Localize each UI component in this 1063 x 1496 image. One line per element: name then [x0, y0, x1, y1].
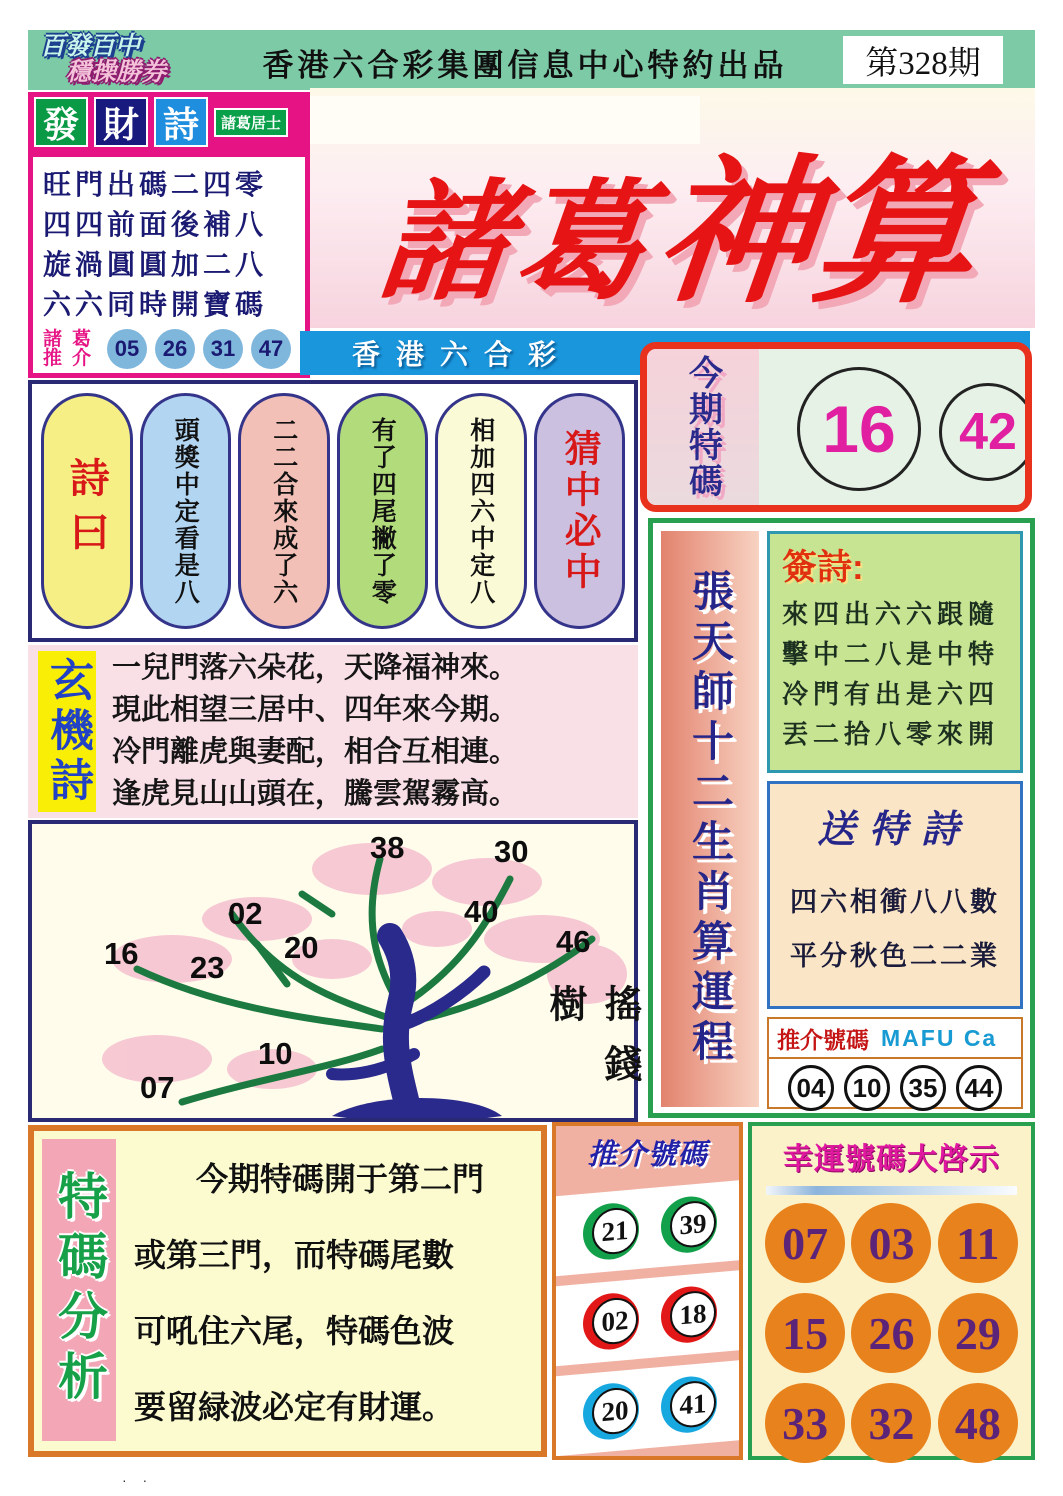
- lucky-numbers-box: [748, 1122, 1035, 1460]
- lucky-number-ball: 48: [938, 1383, 1018, 1463]
- lottery-banner-label: 香港六合彩: [352, 339, 573, 370]
- logo-slogan-line1: 百發百中: [40, 32, 141, 60]
- recommend-numbers-box: [552, 1122, 743, 1460]
- mafu-header: [769, 1019, 1021, 1059]
- lucky-number-ball: 32: [851, 1383, 931, 1463]
- analysis-line: 或第三門，而特碼尾數: [134, 1237, 455, 1273]
- lucky-number-ball: 29: [938, 1293, 1018, 1373]
- recommend-row: [552, 1179, 743, 1276]
- tree-number: 46: [556, 924, 591, 959]
- number-badge: [661, 1374, 717, 1435]
- recommend-row: [552, 1269, 743, 1366]
- capsule-intro: [41, 393, 133, 629]
- qianshi-line: 冷門有出是六四: [782, 679, 1000, 709]
- mystery-poem-line: 冷門離虎與妻配，相合互相連。: [112, 736, 519, 768]
- qianshi-title: 簽詩:: [782, 548, 864, 587]
- money-tree-box: [28, 820, 638, 1122]
- capsule-outro: [534, 393, 626, 629]
- number-badge: [583, 1201, 639, 1262]
- zodiac-strip: [661, 531, 759, 1107]
- facai-char-2: 財: [94, 97, 148, 147]
- qianshi-line: 丟二拾八零來開: [782, 719, 1000, 749]
- songteshi-line: 平分秋色二二業: [790, 941, 1000, 971]
- badge-number: 20: [592, 1386, 638, 1436]
- lucky-number-ball: 11: [938, 1203, 1018, 1283]
- lucky-number-ball: 03: [851, 1203, 931, 1283]
- tree-number: 07: [140, 1070, 175, 1105]
- facai-poem-title-strip: [28, 92, 310, 152]
- facai-recommend-label-top: 諸葛: [43, 329, 102, 350]
- tree-number: 40: [464, 894, 499, 929]
- zodiac-panel: [648, 518, 1035, 1118]
- capsule-line: [337, 393, 429, 629]
- special-analysis-box: [28, 1125, 547, 1457]
- badge-number: 41: [670, 1379, 716, 1429]
- facai-author-label: 諸葛居士: [214, 108, 288, 137]
- tree-number: 16: [104, 936, 139, 971]
- facai-recommend-numbers: [107, 329, 291, 369]
- mystery-poem-line: 逢虎見山山頭在，騰雲駕霧高。: [112, 778, 519, 810]
- scan-artifact-dots: · ·: [122, 1472, 154, 1488]
- analysis-label-strip: [42, 1139, 116, 1441]
- special-number-label-panel: [647, 349, 759, 505]
- songteshi-lines: [770, 875, 1020, 983]
- number-badge: [661, 1284, 717, 1345]
- special-number-circle-2: 42: [939, 383, 1032, 481]
- money-tree-label: 搖錢樹: [543, 984, 640, 1104]
- number-circle: 35: [900, 1065, 946, 1111]
- logo: [40, 33, 230, 89]
- tree-number: 38: [370, 830, 405, 865]
- number-ball: 47: [251, 329, 291, 369]
- facai-char-1: 發: [34, 97, 88, 147]
- lucky-number-ball: 15: [765, 1293, 845, 1373]
- songteshi-box: [767, 781, 1023, 1009]
- facai-poem-line: 旋渦圓圓加二八: [43, 249, 268, 280]
- facai-recommend-label: [43, 330, 101, 368]
- songteshi-line: 四六相衝八八數: [790, 887, 1000, 917]
- number-circle: 04: [788, 1065, 834, 1111]
- number-ball: 31: [203, 329, 243, 369]
- masthead-word-2: 神算: [647, 147, 986, 322]
- mystery-poem-line: 現此相望三居中、四年來今期。: [112, 694, 519, 726]
- qianshi-line: 來四出六六跟隨: [782, 599, 1000, 629]
- capsule-line: [238, 393, 330, 629]
- number-badge: [583, 1291, 639, 1352]
- capsule-line-text: 頭獎中定看是八: [171, 416, 200, 606]
- number-ball: 05: [107, 329, 147, 369]
- tree-number: 10: [258, 1036, 293, 1071]
- mystery-poem-line: 一兒門落六朵花，天降福神來。: [112, 652, 519, 684]
- facai-poem-line: 四四前面後補八: [43, 209, 268, 240]
- facai-poem-line: 六六同時開寶碼: [43, 289, 268, 320]
- logo-slogan-line2: 穩操勝券: [66, 58, 167, 87]
- analysis-line: 可吼住六尾，特碼色波: [134, 1313, 455, 1349]
- special-number-label: 今期特碼: [683, 355, 722, 499]
- recommend-numbers-title: 推介號碼: [587, 1139, 708, 1171]
- badge-number: 39: [670, 1199, 716, 1249]
- masthead-title: [338, 106, 1022, 328]
- zodiac-strip-text: 張天師十二生肖算運程: [687, 569, 734, 1069]
- number-circle: 44: [956, 1065, 1002, 1111]
- capsule-line-text: 相加四六中定八: [466, 416, 495, 606]
- badge-number: 18: [670, 1289, 716, 1339]
- capsule-line: [140, 393, 232, 629]
- mystery-poem-label: 玄機詩: [43, 656, 92, 807]
- mafu-numbers: [769, 1065, 1021, 1111]
- masthead-word-1: 諸葛: [371, 172, 659, 316]
- analysis-line: 今期特碼開于第二門: [196, 1161, 485, 1197]
- number-badge: [661, 1194, 717, 1255]
- analysis-label: 特碼分析: [51, 1170, 107, 1410]
- special-number-box: [640, 342, 1032, 512]
- mystery-poem-text: [112, 647, 632, 815]
- capsule-line: [435, 393, 527, 629]
- analysis-line: 要留緑波必定有財運。: [134, 1389, 455, 1425]
- page-title: 香港六合彩集團信息中心特約出品: [262, 48, 788, 83]
- lucky-number-ball: 26: [851, 1293, 931, 1373]
- badge-number: 21: [592, 1206, 638, 1256]
- facai-recommend-row: [43, 329, 299, 369]
- facai-recommend-label-bottom: 推介: [43, 348, 102, 369]
- lucky-number-ball: 07: [765, 1203, 845, 1283]
- lucky-numbers-grid: [752, 1203, 1031, 1463]
- capsule-intro-text: 詩曰: [64, 457, 109, 565]
- lucky-numbers-title: 幸運號碼大啓示: [783, 1143, 1000, 1176]
- lucky-number-ball: 33: [765, 1383, 845, 1463]
- tree-number: 23: [190, 950, 225, 985]
- songteshi-title: 送特詩: [816, 809, 973, 851]
- issue-number-badge: 第328期: [843, 36, 1003, 84]
- number-ball: 26: [155, 329, 195, 369]
- qianshi-box: [767, 531, 1023, 773]
- divider-gradient-bar: [766, 1186, 1017, 1195]
- recommend-row: [552, 1359, 743, 1456]
- facai-poem-box: [28, 152, 310, 378]
- facai-char-3: 詩: [154, 97, 208, 147]
- mafu-code: MAFU Ca: [881, 1025, 998, 1051]
- capsule-outro-text: 猜中必中: [559, 429, 601, 593]
- facai-poem-line: 旺門出碼二四零: [43, 169, 268, 200]
- masthead-area: [310, 88, 1035, 328]
- special-number-circle-1: 16: [797, 367, 921, 491]
- number-badge: [583, 1381, 639, 1442]
- mystery-poem-box: [28, 645, 638, 818]
- capsule-line-text: 二二合來成了六: [269, 416, 298, 606]
- mystery-poem-label-strip: [38, 651, 96, 812]
- mafu-label: 推介號碼: [777, 1027, 869, 1053]
- analysis-text: [134, 1141, 534, 1445]
- qianshi-line: 擊中二八是中特: [782, 639, 1000, 669]
- poem-capsules-box: [28, 380, 638, 642]
- tree-number: 30: [494, 834, 529, 869]
- capsule-line-text: 有了四尾撇了零: [368, 416, 397, 606]
- number-circle: 10: [844, 1065, 890, 1111]
- mafu-recommend-box: [767, 1017, 1023, 1109]
- badge-number: 02: [592, 1296, 638, 1346]
- tree-number: 20: [284, 930, 319, 965]
- tree-number: 02: [228, 896, 263, 931]
